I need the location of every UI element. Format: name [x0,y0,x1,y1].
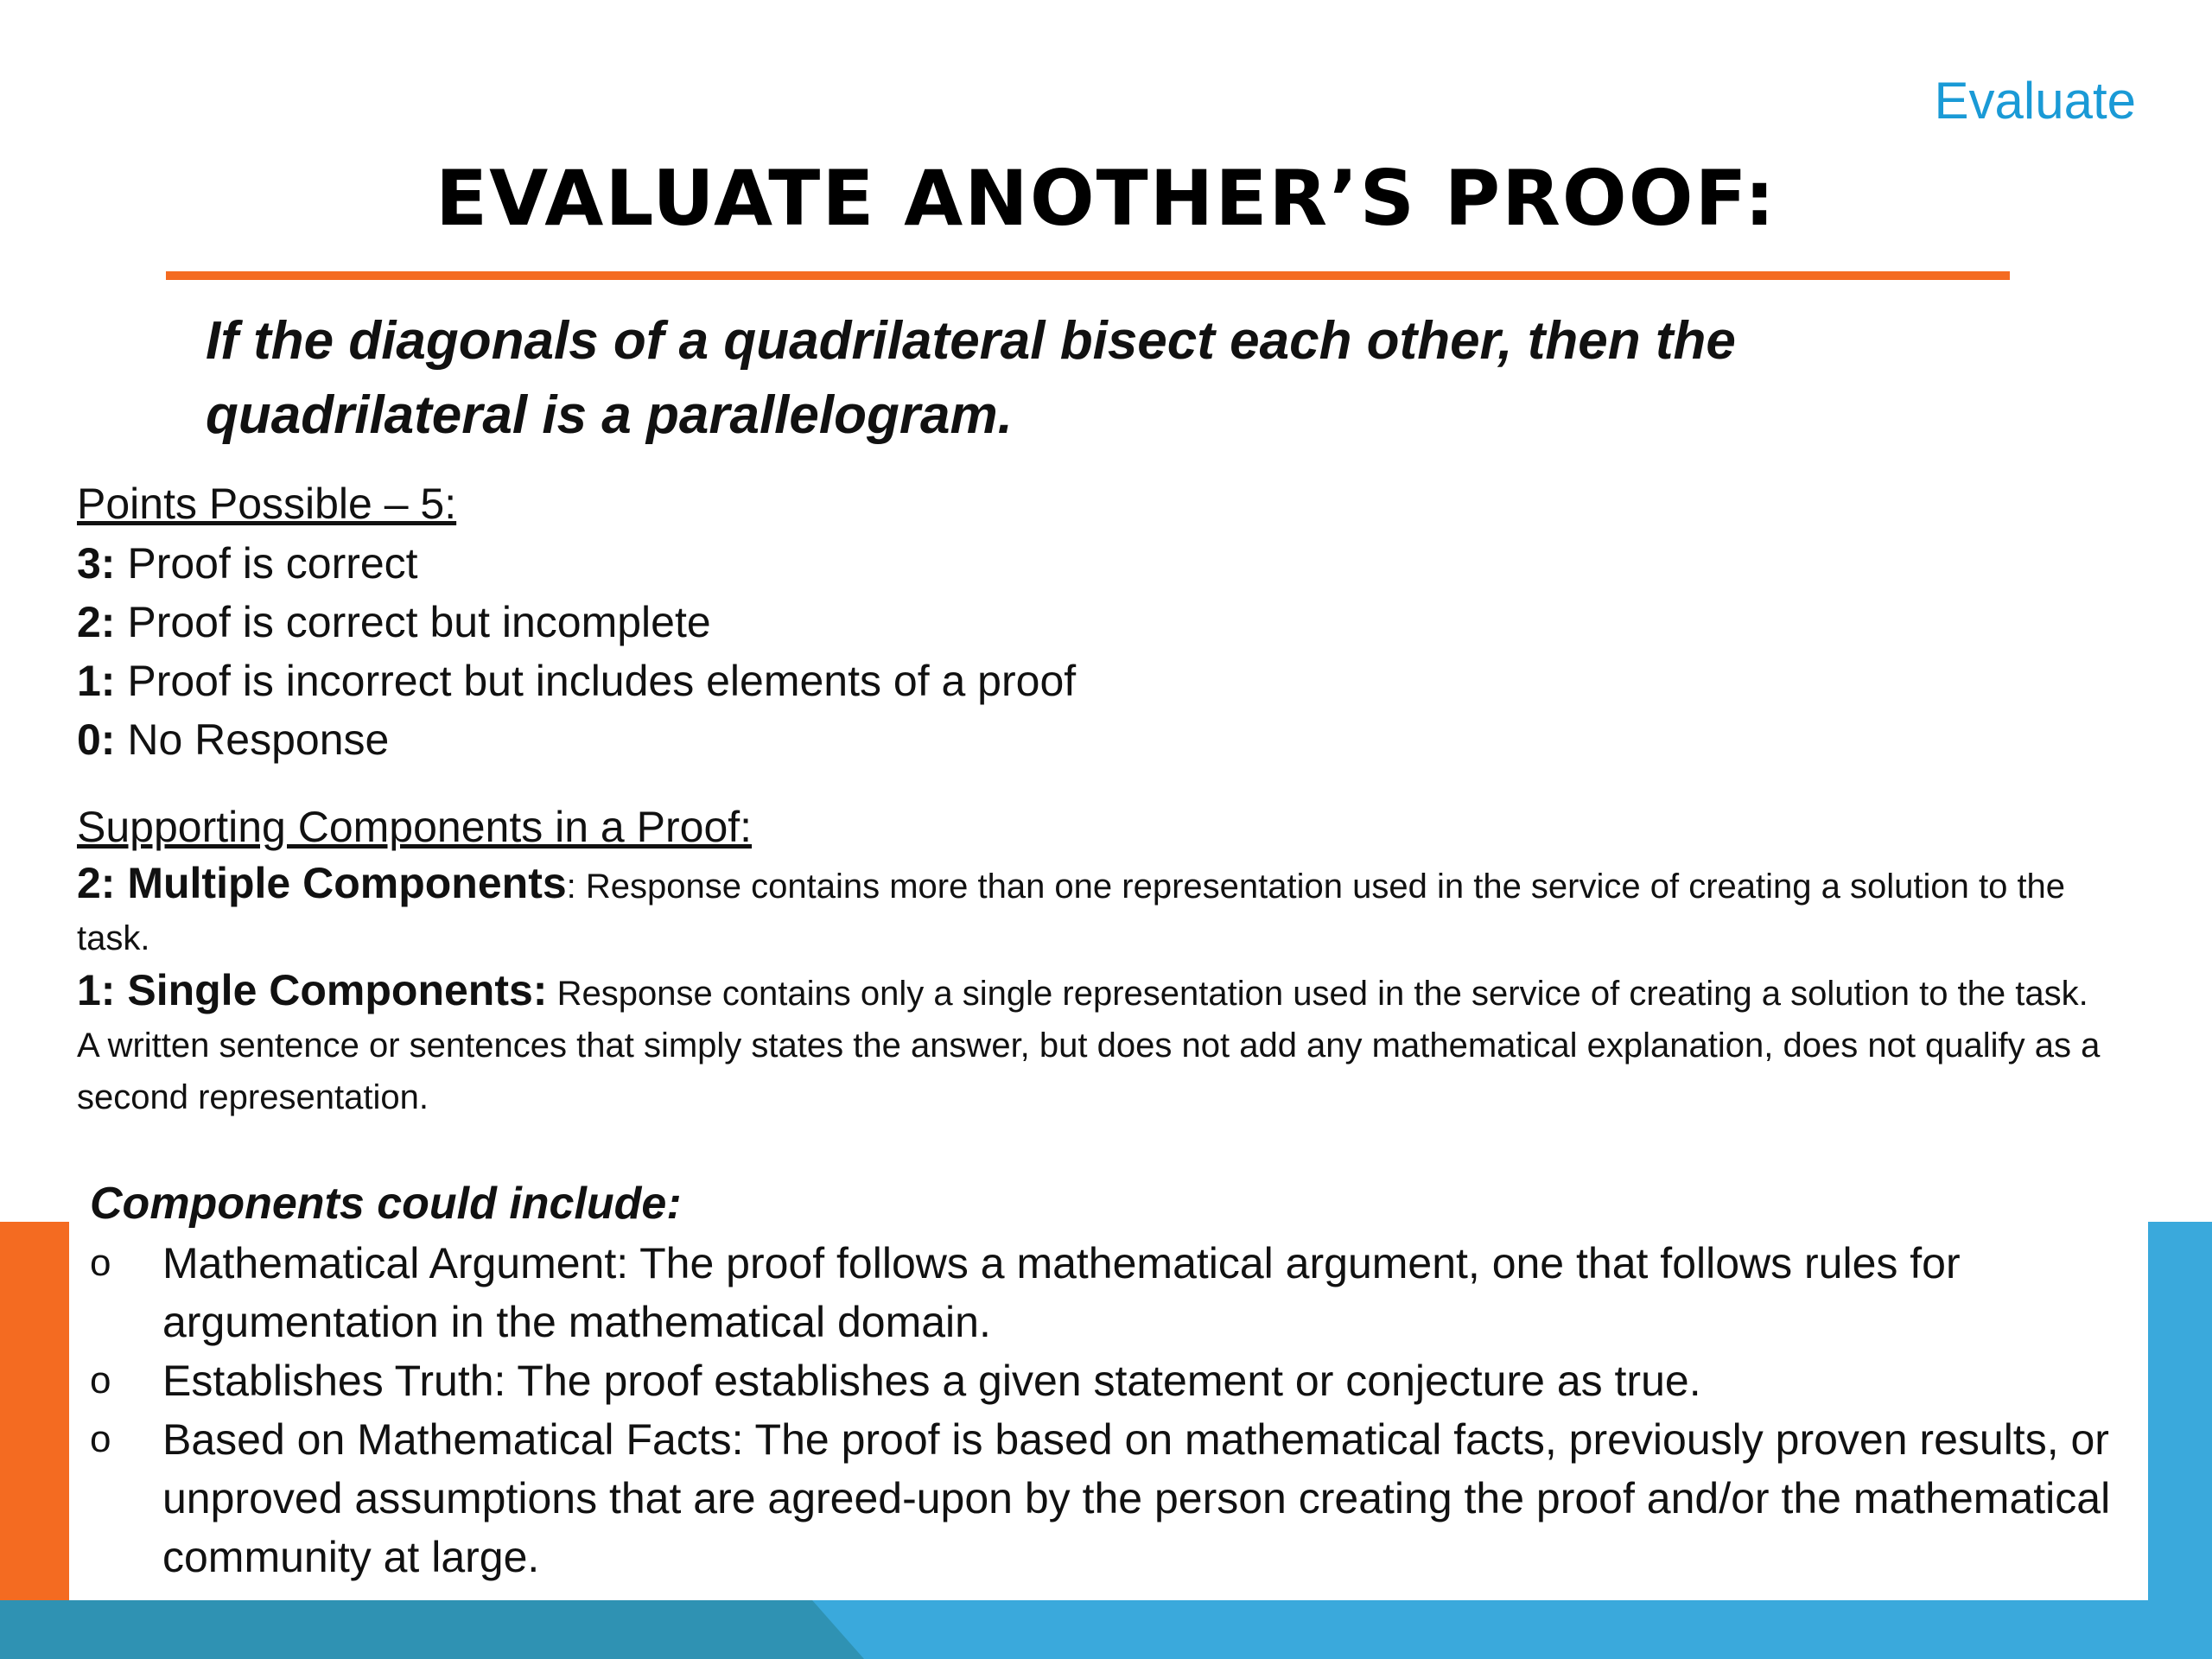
include-item [90,1410,2146,1586]
circle-bullet-icon: o [90,1418,111,1460]
theorem-statement: If the diagonals of a quadrilateral bisect each other, then the quadrilateral is a parallelogram. [206,311,1736,445]
rubric-text: No Response [115,715,390,764]
slide-title: EVALUATE ANOTHER’S PROOF: [435,154,1777,243]
rubric-item [77,593,2133,652]
supporting-text: : Response contains more than one representation used in the service of creating a solution to the task. [77,868,2066,957]
supporting-lead: 1: Single Components: [77,966,548,1014]
circle-bullet-icon: o [90,1359,111,1402]
include-text: Establishes Truth: The proof establishes a given statement or conjecture as true. [162,1357,1701,1405]
rubric-text: Proof is correct [115,539,418,588]
rubric-text: Proof is correct but incomplete [115,598,711,646]
circle-bullet-icon: o [90,1242,111,1284]
include-item [90,1351,2146,1410]
section-tag: Evaluate [1934,72,2136,130]
components-include [90,1173,2146,1586]
supporting-title: Supporting Components in a Proof: [77,803,753,851]
decorative-orange-bar [0,1222,69,1659]
supporting-text: Response contains only a single representation used in the service of creating a solution to the task. A written sentence or sentences that simply states the answer, but does not add any mathematical explanation, does not qualify as a second representation. [77,975,2101,1116]
supporting-item [77,964,2116,1123]
rubric-score: 2: [77,598,116,646]
supporting-components [77,797,2116,1123]
include-item [90,1234,2146,1351]
rubric-item [77,534,2133,593]
include-list [90,1234,2146,1586]
supporting-item [77,857,2116,964]
title-divider [166,271,2010,280]
rubric-item [77,652,2133,710]
rubric-score: 1: [77,657,116,705]
rubric-item [77,710,2133,769]
include-title: Components could include: [90,1179,682,1229]
rubric-text: Proof is incorrect but includes elements of a proof [115,657,1077,705]
decorative-bottom-teal-band [0,1600,864,1659]
include-text: Mathematical Argument: The proof follows a mathematical argument, one that follows rules for argumentation in the mathematical domain. [162,1239,1961,1346]
rubric-list [77,534,2133,769]
supporting-lead: 2: Multiple Components [77,859,567,907]
points-rubric [77,474,2133,769]
decorative-blue-bar [2148,1222,2212,1659]
rubric-score: 3: [77,539,116,588]
rubric-title: Points Possible – 5: [77,480,457,528]
rubric-score: 0: [77,715,116,764]
include-text: Based on Mathematical Facts: The proof is based on mathematical facts, previously proven results, or unproved assumptions that are agreed-upon by the person creating the proof and/or the mathematical community at large. [162,1415,2111,1581]
